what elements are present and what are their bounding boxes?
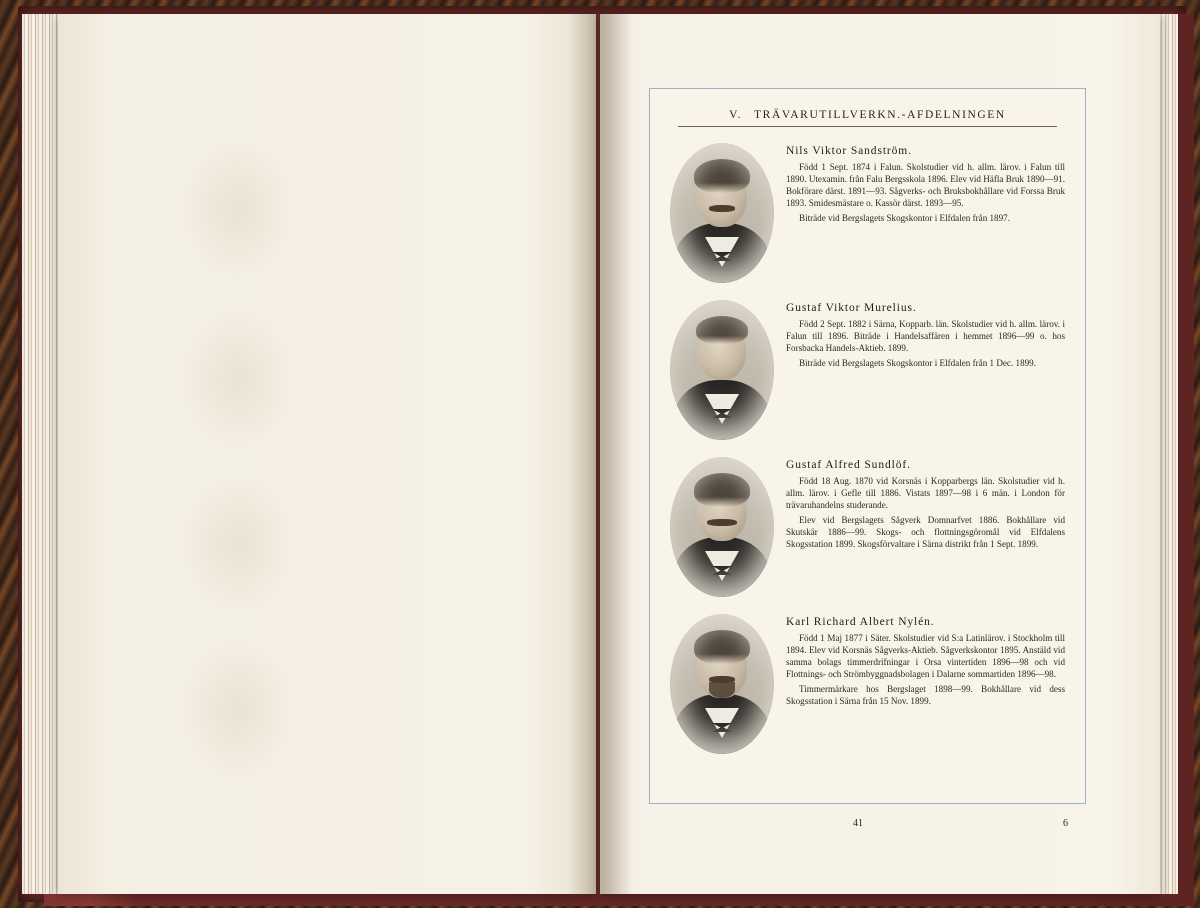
- chapter-title: TRÄVARUTILLVERKN.-AFDELNINGEN: [754, 109, 1006, 121]
- biography-entry: [670, 143, 1065, 283]
- biography-paragraph: Elev vid Bergslagets Sågverk Domnarfvet 1886. Bokhållare vid Skutskär 1886—99. Skogs- och flottningsgöromål vid Elfdalens Skogsstation 1899. Skogsförvaltare i Särna distrikt från 1 Sept. 1899.: [786, 515, 1065, 550]
- person-name: Gustaf Alfred Sundlöf.: [786, 459, 911, 471]
- show-through-portrait-1: [178, 134, 298, 284]
- portrait-photo-icon: [670, 457, 774, 597]
- biography-paragraph: Född 1 Maj 1877 i Säter. Skolstudier vid S:a Latinlärov. i Stockholm till 1894. Elev vid Korsnäs Sågverks-Aktieb. Sågverkskontor 1895. Anstäld vid samma bolags timmerdrifningar i Orsa vintertiden 1896—98 och vid Flottnings- och Strömbyggnadsbolagen i Dalarne sommartiden 1896—98.: [786, 633, 1065, 680]
- person-name: Nils Viktor Sandström.: [786, 145, 912, 157]
- biography-entry: [670, 457, 1065, 597]
- portrait-photo-icon: [670, 143, 774, 283]
- entry-text: [786, 143, 1065, 283]
- chapter-heading: [678, 109, 1057, 127]
- left-page-blank: [58, 14, 596, 894]
- biography-paragraph: Timmermärkare hos Bergslaget 1898—99. Bokhållare vid dess Skogsstation i Särna från 15 Nov. 1899.: [786, 684, 1065, 707]
- show-through-portrait-3: [178, 469, 298, 619]
- biography-paragraph: Biträde vid Bergslagets Skogskontor i Elfdalen från 1 Dec. 1899.: [799, 358, 1036, 369]
- show-through-portrait-2: [178, 304, 298, 454]
- entry-text: [786, 300, 1065, 440]
- entry-text: [786, 614, 1065, 754]
- biography-paragraph: Född 2 Sept. 1882 i Särna, Kopparb. län. Skolstudier vid h. allm. lärov. i Falun till 1896. Biträde i Handelsaffären i hemmet 1896—99 o. hos Forsbacka Handels-Aktieb. 1899.: [786, 319, 1065, 354]
- portrait-photo-icon: [670, 614, 774, 754]
- biography-paragraph: Född 1 Sept. 1874 i Falun. Skolstudier vid h. allm. lärov. i Falun till 1890. Utexamin. från Falu Bergsskola 1896. Elev vid Häfla Bruk 1890—91. Bokförare därst. 1891—93. Sågverks- och Bruksbokhållare vid Forssa Bruk 1893. Smidesmästare o. Kassör därst. 1893—95.: [786, 162, 1065, 209]
- biography-paragraph: Född 18 Aug. 1870 vid Korsnäs i Kopparbergs län. Skolstudier vid h. allm. lärov. i Gefle till 1886. Vistats 1897—98 i 6 män. i London för trävaruhandelns studerande.: [786, 476, 1065, 511]
- text-block-frame: [649, 88, 1086, 804]
- person-name: Karl Richard Albert Nylén.: [786, 616, 935, 628]
- show-through-portrait-4: [178, 634, 298, 784]
- page-number: 41: [853, 818, 863, 829]
- biography-entry: [670, 614, 1065, 754]
- biography-paragraph: Biträde vid Bergslagets Skogskontor i Elfdalen från 1897.: [799, 213, 1010, 224]
- chapter-numeral: V.: [729, 109, 743, 121]
- person-name: Gustaf Viktor Murelius.: [786, 302, 917, 314]
- signature-number: 6: [1063, 818, 1068, 829]
- entry-text: [786, 457, 1065, 597]
- biography-entry: [670, 300, 1065, 440]
- portrait-photo-icon: [670, 300, 774, 440]
